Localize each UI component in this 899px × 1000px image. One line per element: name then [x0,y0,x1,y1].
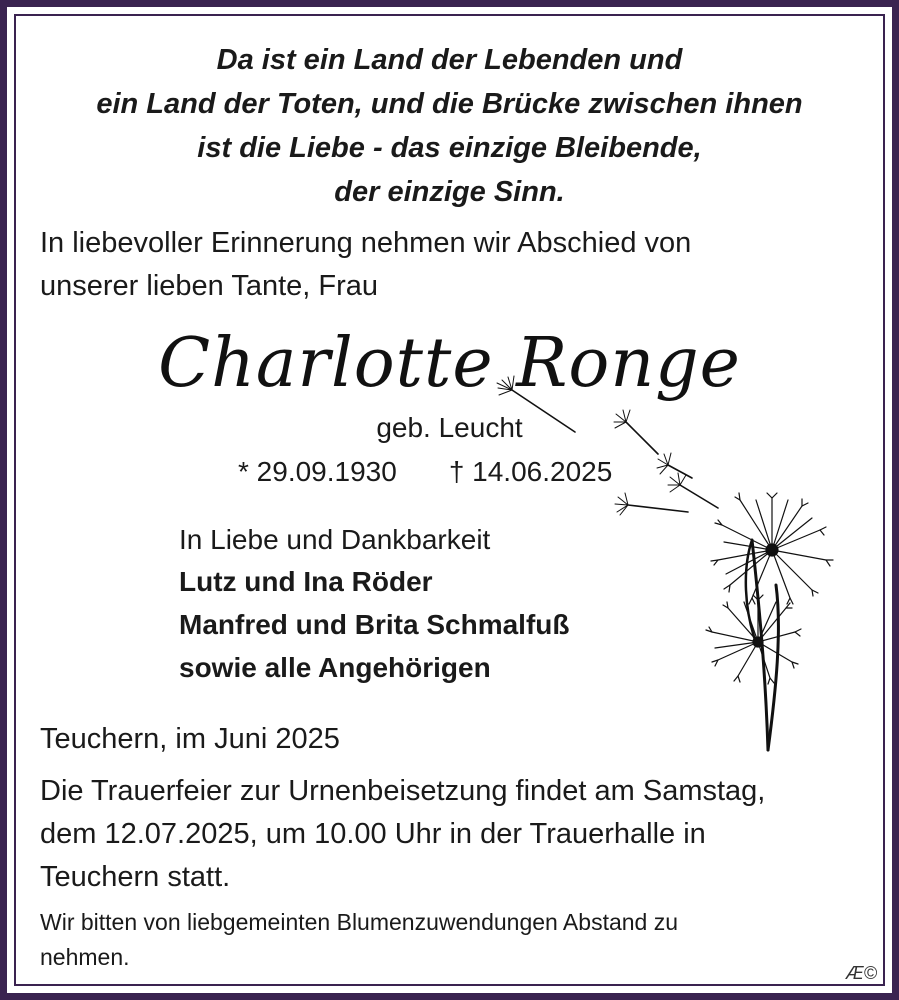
seed-icon [614,410,658,454]
dandelion-illustration-icon [490,370,850,760]
poem-line: der einzige Sinn. [334,176,565,208]
mourners-lead: In Liebe und Dankbarkeit [179,524,491,555]
mourner-name: Manfred und Brita Schmalfuß [179,609,570,640]
intro-line: In liebevoller Erinnerung nehmen wir Abschied von [40,227,692,259]
copyright-mark: Æ© [845,963,877,983]
service-line: dem 12.07.2025, um 10.00 Uhr in der Trauerhalle in [40,818,706,850]
intro-line: unserer lieben Tante, Frau [40,270,379,302]
seed-icon [615,493,688,515]
seed-icon [497,376,575,432]
birth-name: geb. Leucht [376,412,523,443]
deceased-name: Charlotte Ronge [158,324,741,403]
flower-note [40,905,678,975]
death-date: † 14.06.2025 [448,456,613,487]
poem [20,38,879,214]
service-line: Teuchern statt. [40,861,231,893]
note-line: Wir bitten von liebgemeinten Blumenzuwendungen Abstand zu [40,909,679,935]
mourner-name: Lutz und Ina Röder [179,566,433,597]
service-info [40,770,765,899]
seed-icon [668,473,718,508]
poem-line: ist die Liebe - das einzige Bleibende, [197,132,702,164]
poem-line: Da ist ein Land der Lebenden und [216,44,683,76]
poem-line: ein Land der Toten, und die Brücke zwischen ihnen [96,88,803,120]
mourner-name: sowie alle Angehörigen [179,652,491,683]
place-date: Teuchern, im Juni 2025 [40,723,340,755]
seed-head-icon [706,595,801,684]
seed-icon [657,453,692,478]
service-line: Die Trauerfeier zur Urnenbeisetzung findet am Samstag, [40,775,766,807]
seed-head-icon [711,493,833,604]
note-line: nehmen. [40,944,130,970]
intro-text [40,222,691,308]
birth-date: * 29.09.1930 [238,456,397,487]
